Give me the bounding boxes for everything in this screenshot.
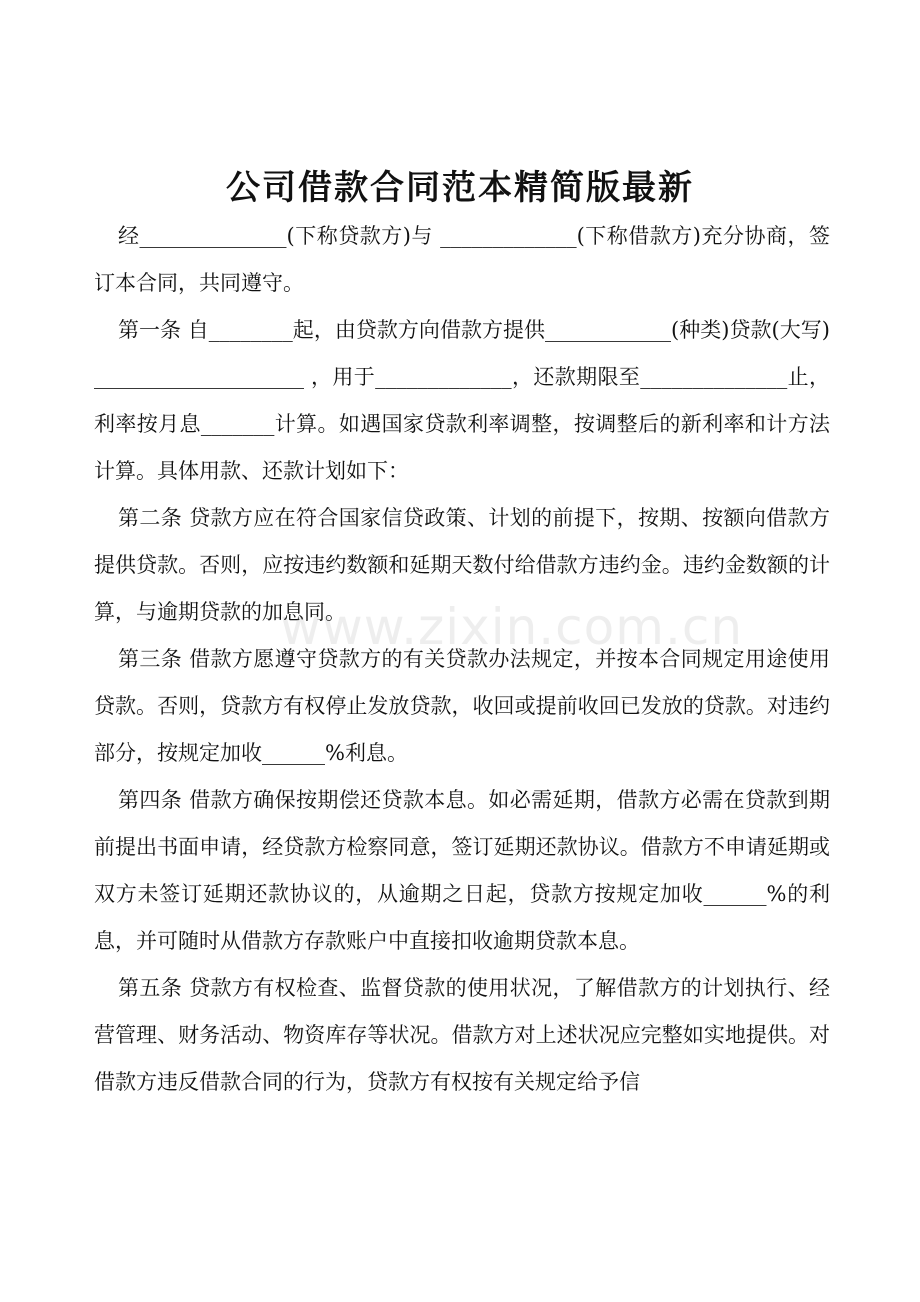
paragraph-article-1: 第一条 自________起，由贷款方向借款方提供____________(种类)贷款(大写)____________________ ，用于_____________，还款期限至______________止，利率按月息_______计算。如遇国家贷款利率调整，按调整后的新利率和计方法计算。具体用款、还款计划如下： xyxy=(94,318,830,483)
contract-body xyxy=(94,213,830,1106)
paragraph-article-2: 第二条 贷款方应在符合国家信贷政策、计划的前提下，按期、按额向借款方提供贷款。否则，应按违约数额和延期天数付给借款方违约金。违约金数额的计算，与逾期贷款的加息同。 xyxy=(94,506,830,624)
watermark: www.zixin.com.cn xyxy=(280,598,744,656)
paragraph-article-5: 第五条 贷款方有权检查、监督贷款的使用状况，了解借款方的计划执行、经营管理、财务活动、物资库存等状况。借款方对上述状况应完整如实地提供。对借款方违反借款合同的行为，贷款方有权按有关规定给予信 xyxy=(94,976,830,1094)
paragraph-article-4: 第四条 借款方确保按期偿还贷款本息。如必需延期，借款方必需在贷款到期前提出书面申请，经贷款方检察同意，签订延期还款协议。借款方不申请延期或双方未签订延期还款协议的，从逾期之日起，贷款方按规定加收______%的利息，并可随时从借款方存款账户中直接扣收逾期贷款本息。 xyxy=(94,788,830,953)
paragraph-intro: 经______________(下称贷款方)与 _____________(下称借款方)充分协商，签订本合同，共同遵守。 xyxy=(94,224,830,295)
document-title: 公司借款合同范本精简版最新 xyxy=(226,168,694,208)
paragraph-article-3: 第三条 借款方愿遵守贷款方的有关贷款办法规定，并按本合同规定用途使用贷款。否则，贷款方有权停止发放贷款，收回或提前收回已发放的贷款。对违约部分，按规定加收______%利息。 xyxy=(94,647,830,765)
